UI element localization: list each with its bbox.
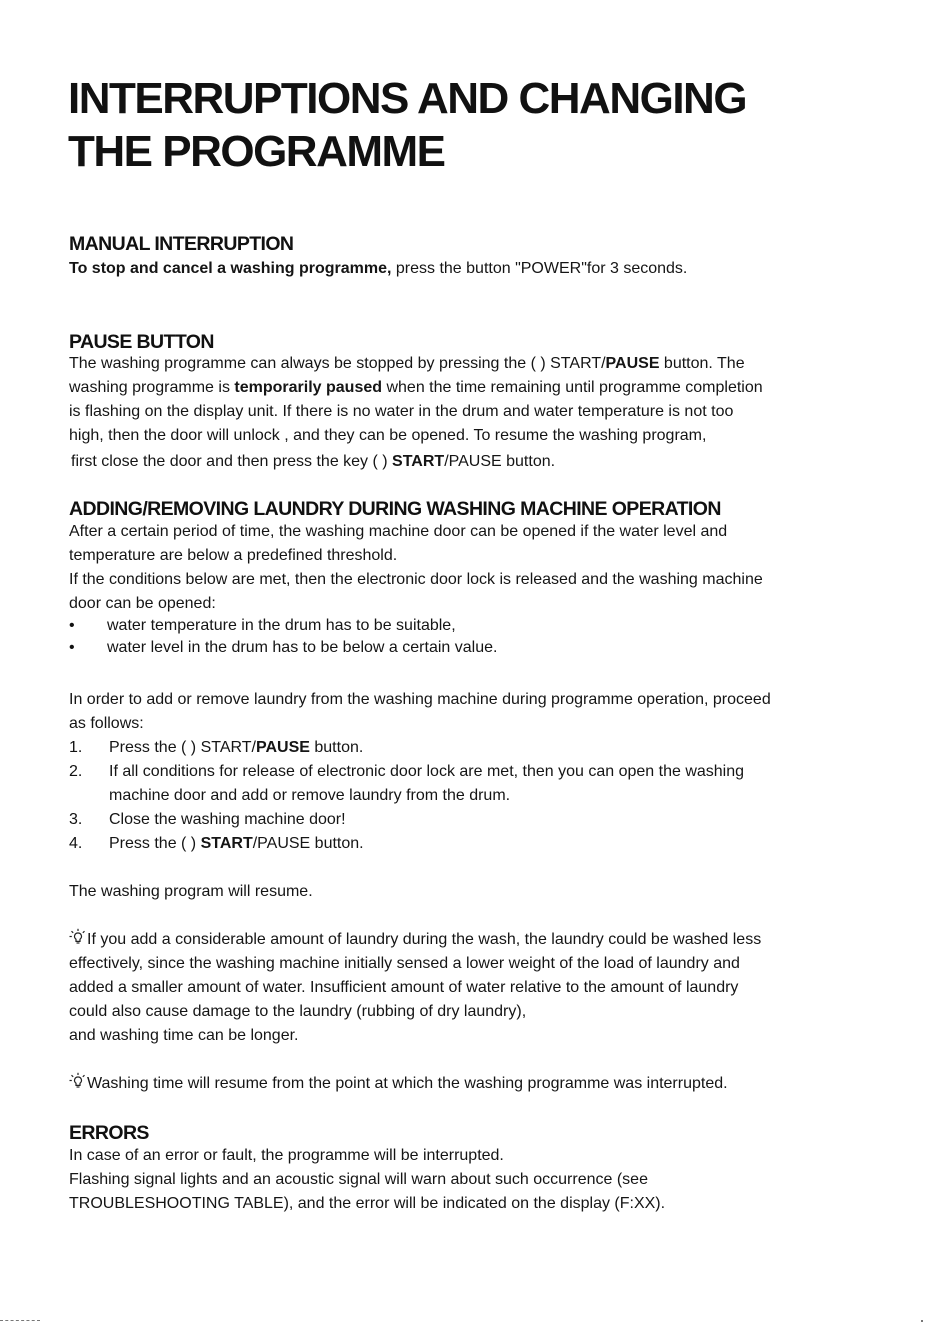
errors-line-1: In case of an error or fault, the programme will be interrupted. — [69, 1147, 504, 1164]
adding-line-2: temperature are below a predefined threshold. — [69, 547, 398, 564]
step-2-line-2: machine door and add or remove laundry from the drum. — [109, 787, 511, 804]
pause-line-3: is flashing on the display unit. If there is no water in the drum and water temperature is not too — [69, 403, 734, 420]
page-title — [68, 72, 746, 178]
step-4c: /PAUSE button. — [252, 835, 364, 852]
step-1-text — [109, 737, 363, 759]
pause-line-2 — [69, 377, 763, 399]
page-title-line-1: INTERRUPTIONS AND CHANGING — [68, 74, 747, 123]
pause-line-4: high, then the door will unlock , and they can be opened. To resume the washing program, — [69, 427, 707, 444]
page-edge-mark — [921, 1320, 923, 1322]
step-1-number: 1. — [69, 739, 83, 756]
pause-line-2a: washing programme is — [69, 379, 235, 396]
manual-interruption-text — [69, 258, 687, 280]
errors-line-2: Flashing signal lights and an acoustic signal will warn about such occurrence (see — [69, 1171, 648, 1188]
errors-line-3: TROUBLESHOOTING TABLE), and the error will be indicated on the display (F:XX). — [69, 1195, 666, 1212]
bullet-1-text: water temperature in the drum has to be suitable, — [107, 617, 456, 634]
page-title-line-2: THE PROGRAMME — [68, 127, 445, 176]
pause-line-5a: first close the door and then press the key ( ) — [71, 453, 393, 470]
tip-2-text: Washing time will resume from the point at which the washing programme was interrupted. — [87, 1075, 728, 1092]
adding-line-3: If the conditions below are met, then the electronic door lock is released and the washing machine — [69, 571, 763, 588]
step-1b: PAUSE — [256, 739, 310, 756]
adding-line-1: After a certain period of time, the washing machine door can be opened if the water level and — [69, 523, 728, 540]
adding-p2-line-2: as follows: — [69, 715, 144, 732]
manual-interruption-heading: MANUAL INTERRUPTION — [69, 233, 294, 255]
step-2-number: 2. — [69, 763, 83, 780]
pause-line-1c: button. The — [659, 355, 745, 372]
manual-interruption-bold: To stop and cancel a washing programme, — [69, 260, 392, 277]
pause-line-1 — [69, 353, 745, 375]
pause-line-2b: temporarily paused — [234, 379, 383, 396]
resume-text: The washing program will resume. — [69, 883, 313, 900]
tip-1-line-1: If you add a considerable amount of laundry during the wash, the laundry could be washed less — [87, 931, 762, 948]
tip-1-line-5: and washing time can be longer. — [69, 1027, 299, 1044]
tip-1-line-3: added a smaller amount of water. Insufficient amount of water relative to the amount of laundry — [69, 979, 739, 996]
pause-line-2c: when the time remaining until programme completion — [382, 379, 763, 396]
step-3-number: 3. — [69, 811, 83, 828]
step-4-number: 4. — [69, 835, 83, 852]
pause-line-5 — [71, 451, 555, 473]
tip-1-line-2: effectively, since the washing machine initially sensed a lower weight of the load of laundry and — [69, 955, 740, 972]
pause-line-1b: PAUSE — [605, 355, 660, 372]
bullet-2-text: water level in the drum has to be below a certain value. — [107, 639, 498, 656]
step-3-text: Close the washing machine door! — [109, 811, 346, 828]
step-4a: Press the ( ) — [109, 835, 201, 852]
step-1a: Press the ( ) START/ — [109, 739, 256, 756]
manual-interruption-rest: press the button "POWER"for 3 seconds. — [391, 260, 688, 277]
bullet-2-marker: • — [69, 639, 75, 656]
lightbulb-icon — [68, 928, 88, 946]
adding-removing-heading: ADDING/REMOVING LAUNDRY DURING WASHING MACHINE OPERATION — [69, 498, 721, 520]
step-4b: START — [200, 835, 253, 852]
pause-line-1a: The washing programme can always be stopped by pressing the ( ) START/ — [69, 355, 606, 372]
adding-line-4: door can be opened: — [69, 595, 216, 612]
step-1c: button. — [309, 739, 364, 756]
step-4-text — [109, 833, 364, 855]
step-2-line-1: If all conditions for release of electronic door lock are met, then you can open the washing — [109, 763, 745, 780]
pause-line-5c: /PAUSE button. — [444, 453, 556, 470]
errors-heading: ERRORS — [69, 1122, 149, 1144]
tip-1-line-4: could also cause damage to the laundry (rubbing of dry laundry), — [69, 1003, 527, 1020]
adding-p2-line-1: In order to add or remove laundry from the washing machine during programme operation, proceed — [69, 691, 771, 708]
pause-line-5b: START — [392, 453, 445, 470]
bullet-1-marker: • — [69, 617, 75, 634]
footer-divider — [0, 1320, 40, 1322]
lightbulb-icon — [68, 1072, 88, 1090]
pause-button-heading: PAUSE BUTTON — [69, 331, 214, 353]
